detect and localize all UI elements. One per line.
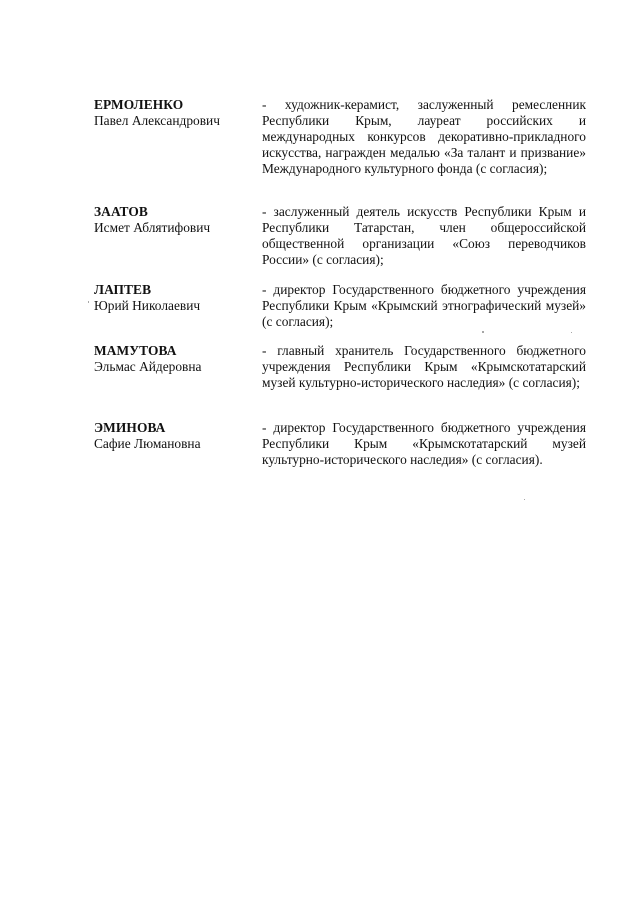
member-name-block (94, 204, 254, 236)
member-description: - художник-керамист, заслуженный ремесленник Республики Крым, лауреат российских и международных конкурсов декоративно-прикладного искусства, награжден медалью «За талант и призвание» Международного культурного фонда (с согласия); (262, 97, 586, 176)
scan-speck (482, 331, 484, 333)
member-name-block (94, 97, 254, 129)
member-description: - главный хранитель Государственного бюджетного учреждения Республики Крым «Крымскотатарский музей культурно-исторического наследия» (с согласия); (262, 343, 586, 390)
member-surname: ЕРМОЛЕНКО (94, 97, 184, 112)
member-description: - директор Государственного бюджетного учреждения Республики Крым «Крымскотатарский музей культурно-исторического наследия» (с согласия). (262, 420, 586, 467)
member-given-names: Сафие Люмановна (94, 436, 201, 451)
scan-speck (88, 301, 89, 303)
member-given-names: Исмет Аблятифович (94, 220, 211, 235)
scan-speck (571, 332, 572, 333)
member-surname: ЭМИНОВА (94, 420, 166, 435)
member-given-names: Павел Александрович (94, 113, 220, 128)
member-surname: ЛАПТЕВ (94, 282, 152, 297)
member-given-names: Юрий Николаевич (94, 298, 201, 313)
member-name-block (94, 343, 254, 375)
member-surname: ЗААТОВ (94, 204, 148, 219)
member-given-names: Эльмас Айдеровна (94, 359, 202, 374)
member-description: - заслуженный деятель искусств Республики Крым и Республики Татарстан, член общероссийской общественной организации «Союз переводчиков России» (с согласия); (262, 204, 586, 267)
member-surname: МАМУТОВА (94, 343, 177, 358)
member-description: - директор Государственного бюджетного учреждения Республики Крым «Крымский этнографический музей» (с согласия); (262, 282, 586, 329)
member-name-block (94, 420, 254, 452)
scan-speck (524, 499, 525, 500)
member-name-block (94, 282, 254, 314)
